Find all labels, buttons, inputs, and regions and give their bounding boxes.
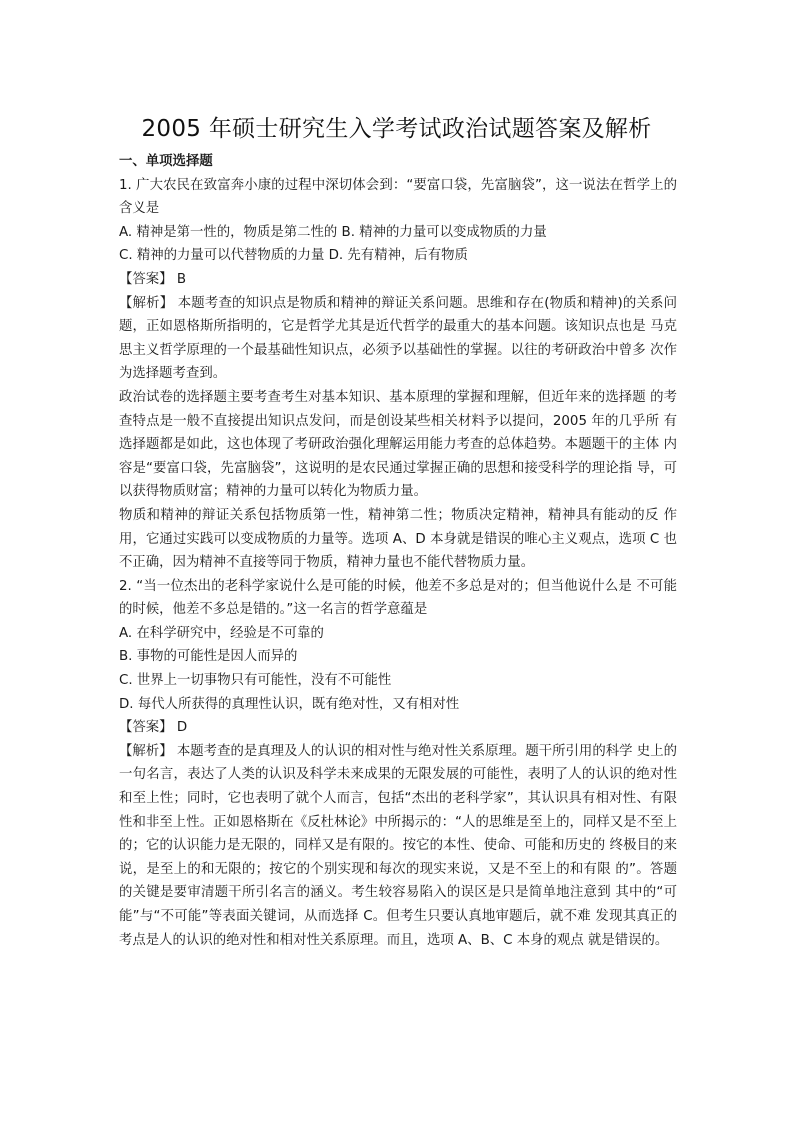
question-1-analysis-cont-2: 物质和精神的辩证关系包括物质第一性，精神第二性；物质决定精神，精神具有能动的反 作用，它通过实践可以变成物质的力量等。选项 A、D 本身就是错误的唯心主义观点，选项 C 也不正确，因为精神不直接等同于物质，精神力量也不能代替物质力量。 [119,507,677,571]
question-2-option-d: D. 每代人所获得的真理性认识，既有绝对性，又有相对性 [119,696,460,712]
question-2-option-b: B. 事物的可能性是因人而异的 [119,649,298,665]
question-1-options-ab: A. 精神是第一性的，物质是第二性的 B. 精神的力量可以变成物质的力量 [119,224,547,240]
question-2-answer: 【答案】 D [119,720,188,736]
question-1-analysis-cont-1: 政治试卷的选择题主要考查考生对基本知识、基本原理的掌握和理解，但近年来的选择题 的考查特点是一般不直接提出知识点发问，而是创设某些相关材料予以提问，2005 年的几乎所 有选择题都是如此，这也体现了考研政治强化理解运用能力考查的总体趋势。本题题干的主体 内容是“要富口袋，先富脑袋”，这说明的是农民通过掌握正确的思想和接受科学的理论指 导，可以获得物质财富；精神的力量可以转化为物质力量。 [119,389,677,500]
section-heading: 一、单项选择题 [119,154,213,169]
question-2-option-a: A. 在科学研究中，经验是不可靠的 [119,625,324,641]
question-1-answer: 【答案】 B [119,271,187,287]
question-1-options-cd: C. 精神的力量可以代替物质的力量 D. 先有精神，后有物质 [119,248,468,264]
document-title: 2005 年硕士研究生入学考试政治试题答案及解析 [141,116,652,142]
question-2-analysis: 【解析】 本题考查的是真理及人的认识的相对性与绝对性关系原理。题干所引用的科学 史上的一句名言，表达了人类的认识及科学未来成果的无限发展的可能性，表明了人的认识的绝对性和至上性；同时，它也表明了就个人而言，包括“杰出的老科学家”，其认识具有相对性、有限性和非至上性。正如恩格斯在《反杜林论》中所揭示的：“人的思维是至上的，同样又是不至上的；它的认识能力是无限的，同样又是有限的。按它的本性、使命、可能和历史的 终极目的来说，是至上的和无限的；按它的个别实现和每次的现实来说，又是不至上的和有限 的”。答题的关键是要审清题干所引名言的涵义。考生较容易陷入的误区是只是简单地注意到 其中的“可能”与“不可能”等表面关键词，从而选择 C。但考生只要认真地审题后，就不难 发现其真正的考点是人的认识的绝对性和相对性关系原理。而且，选项 A、B、C 本身的观点 就是错误的。 [119,743,677,948]
question-1-stem: 1. 广大农民在致富奔小康的过程中深切体会到：“要富口袋，先富脑袋”，这一说法在哲学上的含义是 [119,177,677,217]
question-1-analysis: 【解析】 本题考查的知识点是物质和精神的辩证关系问题。思维和存在(物质和精神)的关系问题，正如恩格斯所指明的，它是哲学尤其是近代哲学的最重大的基本问题。该知识点也是 马克思主义哲学原理的一个最基础性知识点，必须予以基础性的掌握。以往的考研政治中曾多 次作为选择题考查到。 [119,295,677,382]
document-body [119,150,677,952]
question-2-option-c: C. 世界上一切事物只有可能性，没有不可能性 [119,673,392,689]
question-2-stem: 2. “当一位杰出的老科学家说什么是可能的时候，他差不多总是对的；但当他说什么是 不可能的时候，他差不多总是错的。”这一名言的哲学意蕴是 [119,578,677,618]
